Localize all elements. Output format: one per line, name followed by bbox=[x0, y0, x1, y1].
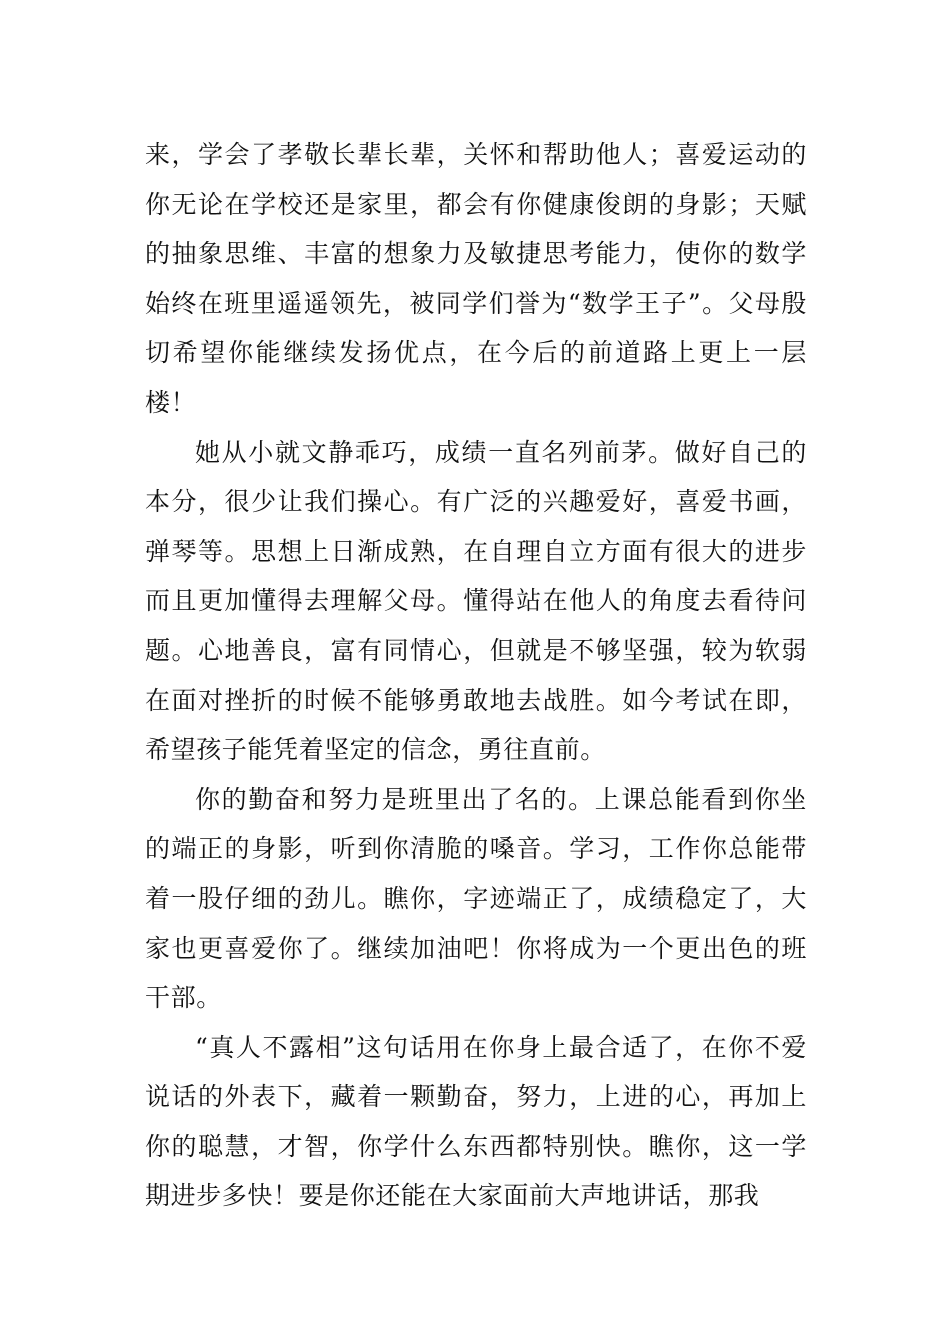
paragraph-4: “真人不露相”这句话用在你身上最合适了，在你不爱说话的外表下，藏着一颗勤奋，努力，上进的心，再加上你的聪慧，才智，你学什么东西都特别快。瞧你，这一学期进步多快！要是你还能在大家面前大声地讲话，那我 bbox=[145, 1032, 807, 1211]
paragraph-3: 你的勤奋和努力是班里出了名的。上课总能看到你坐的端正的身影，听到你清脆的嗓音。学习，工作你总能带着一股仔细的劲儿。瞧你，字迹端正了，成绩稳定了，大家也更喜爱你了。继续加油吧！你将成为一个更出色的班干部。 bbox=[145, 784, 807, 1013]
paragraph-1: 来，学会了孝敬长辈长辈，关怀和帮助他人；喜爱运动的你无论在学校还是家里，都会有你健康俊朗的身影；天赋的抽象思维、丰富的想象力及敏捷思考能力，使你的数学始终在班里遥遥领先，被同学们誉为“数学王子”。父母殷切希望你能继续发扬优点，在今后的前道路上更上一层楼！ bbox=[145, 140, 807, 417]
paragraph-2: 她从小就文静乖巧，成绩一直名列前茅。做好自己的本分，很少让我们操心。有广泛的兴趣爱好，喜爱书画，弹琴等。思想上日渐成熟，在自理自立方面有很大的进步而且更加懂得去理解父母。懂得站在他人的角度去看待问题。心地善良，富有同情心，但就是不够坚强，较为软弱在面对挫折的时候不能够勇敢地去战胜。如今考试在即，希望孩子能凭着坚定的信念，勇往直前。 bbox=[145, 437, 807, 765]
document-page bbox=[145, 130, 807, 1221]
